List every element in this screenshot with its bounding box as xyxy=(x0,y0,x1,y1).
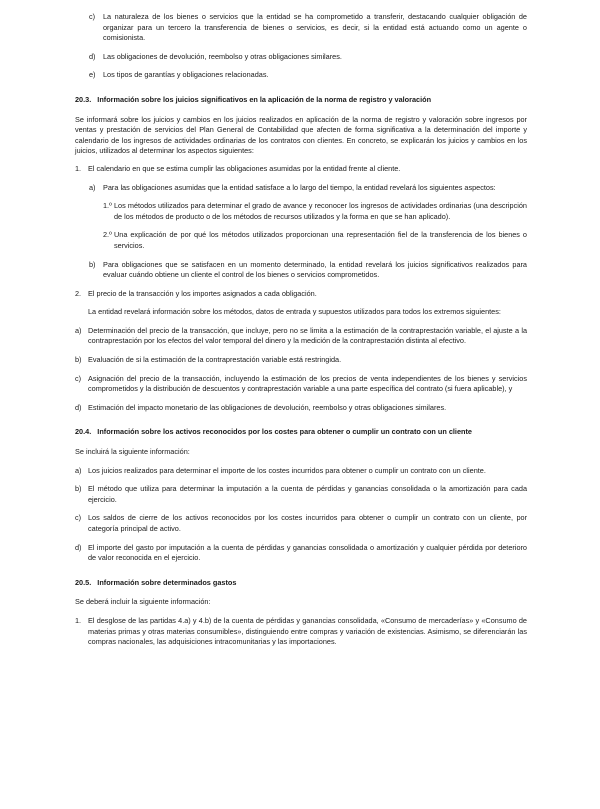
list-text: Evaluación de si la estimación de la contraprestación variable está restringida. xyxy=(88,355,342,365)
list-label: e) xyxy=(89,70,96,80)
list-text: Los juicios realizados para determinar el importe de los costes incurridos para obtener o cumplir un contrato con un cliente. xyxy=(88,465,486,475)
document-page xyxy=(75,12,527,648)
list-label: c) xyxy=(89,12,96,21)
list-item xyxy=(89,260,527,281)
list-text: Asignación del precio de la transacción, incluyendo la estimación de los precios de venta independientes de los bienes y servicios comprometidos y la distribución de descuentos y contraprestación variable a una parte específica del contrato (si fuera aplicable), y xyxy=(88,373,527,394)
list-item xyxy=(75,466,527,477)
list-text: Estimación del impacto monetario de las obligaciones de devolución, reembolso y otras obligaciones similares. xyxy=(88,402,447,412)
section-heading: 20.4. Información sobre los activos reconocidos por los costes para obtener o cumplir un contrato con un cliente xyxy=(75,427,472,437)
paragraph: La entidad revelará información sobre los métodos, datos de entrada y supuestos utilizados para todos los extremos siguientes: xyxy=(88,307,501,317)
list-item xyxy=(75,484,527,505)
list-label: d) xyxy=(89,51,96,61)
list-item xyxy=(89,12,527,44)
list-text: El método que utiliza para determinar la imputación a la cuenta de pérdidas y ganancias consolidada o la amortización para cada ejercicio. xyxy=(88,484,527,504)
paragraph: Se informará sobre los juicios y cambios en los juicios realizados en aplicación de la norma de registro y valoración sobre ingresos por ventas y prestación de servicios del Plan General de Contabilidad que afecten de forma significativa a la determinación del importe y calendario de los ingresos de actividades ordinarias de los contratos con clientes. En concreto, se explicarán los juicios y cambios en los juicios, utilizados al determinar los aspectos siguientes: xyxy=(75,114,527,156)
list-text: Los métodos utilizados para determinar el grado de avance y reconocer los ingresos de actividades ordinarias (una descripción de los métodos de producto o de los métodos de recursos utilizados y la forma en que se han aplicado). xyxy=(114,201,527,221)
list-text: Los saldos de cierre de los activos reconocidos por los costes incurridos para obtener o cumplir un contrato con un cliente, por categoría principal de activo. xyxy=(88,513,527,533)
paragraph: Se deberá incluir la siguiente información: xyxy=(75,597,211,607)
list-text: El calendario en que se estima cumplir las obligaciones asumidas por la entidad frente al cliente. xyxy=(88,163,401,173)
list-label: b) xyxy=(75,355,82,365)
list-text: Determinación del precio de la transacción, que incluye, pero no se limita a la estimación de la contraprestación variable, el ajuste a la contraprestación por los efectos del valor temporal del dinero y la medición de la contraprestación distinta al efectivo. xyxy=(88,325,527,346)
section-heading: 20.3. Información sobre los juicios significativos en la aplicación de la norma de registro y valoración xyxy=(75,94,432,104)
list-label: b) xyxy=(89,259,96,269)
list-item xyxy=(75,543,527,564)
list-text: El importe del gasto por imputación a la cuenta de pérdidas y ganancias consolidada o amortización y cualquier pérdida por deterioro de valor reconocida en el ejercicio. xyxy=(88,542,527,563)
list-item xyxy=(75,374,527,395)
list-text: Una explicación de por qué los métodos utilizados proporcionan una representación fiel de la transferencia de los bienes o servicios. xyxy=(114,230,527,250)
list-label: b) xyxy=(75,484,82,494)
list-label: a) xyxy=(75,325,82,335)
list-text: La naturaleza de los bienes o servicios que la entidad se ha comprometido a transferir, destacando cualquier obligación de organizar para un tercero la transferencia de bienes o servicios, es decir, si la entidad está actuando como un agente o comisionista. xyxy=(103,12,527,43)
list-item xyxy=(103,201,527,222)
list-label: c) xyxy=(75,373,82,383)
list-text: Los tipos de garantías y obligaciones relacionadas. xyxy=(103,70,269,80)
list-text: Las obligaciones de devolución, reembolso y otras obligaciones similares. xyxy=(103,51,342,61)
list-label: a) xyxy=(75,465,82,475)
list-label: 1.º xyxy=(103,201,112,211)
list-item xyxy=(89,183,527,194)
list-item xyxy=(75,164,527,175)
list-label: 2.º xyxy=(103,230,112,240)
list-text: El desglose de las partidas 4.a) y 4.b) de la cuenta de pérdidas y ganancias consolidada, «Consumo de mercaderías» y «Consumo de materias primas y otras materias consumibles», distinguiendo entre compras y variación de existencias. Asimismo, se diferenciarán las compras nacionales, las adquisiciones intracomunitarias y las importaciones. xyxy=(88,615,527,647)
list-item xyxy=(103,230,527,251)
list-label: c) xyxy=(75,513,82,523)
list-item xyxy=(75,326,527,347)
list-item xyxy=(75,289,527,300)
list-label: 1. xyxy=(75,163,82,173)
list-label: 1. xyxy=(75,615,82,625)
list-text: Para obligaciones que se satisfacen en un momento determinado, la entidad revelará los juicios significativos realizados para evaluar cuándo obtiene un cliente el control de los bienes o servicios comprometidos. xyxy=(103,259,527,280)
list-item xyxy=(75,616,527,648)
list-item xyxy=(75,355,527,366)
list-text: El precio de la transacción y los importes asignados a cada obligación. xyxy=(88,288,317,298)
section-heading: 20.5. Información sobre determinados gastos xyxy=(75,577,237,587)
list-item xyxy=(75,513,527,534)
list-text: Para las obligaciones asumidas que la entidad satisface a lo largo del tiempo, la entidad revelará los siguientes aspectos: xyxy=(103,182,496,192)
paragraph: Se incluirá la siguiente información: xyxy=(75,447,190,457)
list-item xyxy=(89,70,527,81)
list-item xyxy=(89,52,527,63)
list-label: d) xyxy=(75,542,82,552)
list-label: d) xyxy=(75,402,82,412)
list-item xyxy=(75,403,527,414)
list-label: 2. xyxy=(75,288,82,298)
list-label: a) xyxy=(89,182,96,192)
